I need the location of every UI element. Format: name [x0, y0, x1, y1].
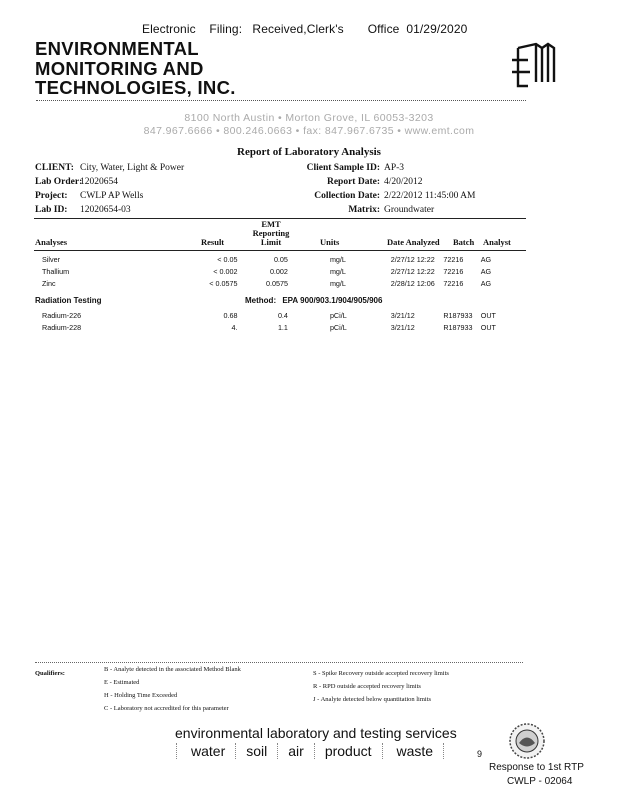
footer-word: waste	[382, 743, 445, 759]
radiation-section-title: Radiation Testing	[35, 296, 102, 305]
company-name	[35, 39, 236, 98]
footer-word: water	[176, 743, 235, 759]
page-number: 9	[477, 749, 483, 759]
header-divider	[36, 100, 526, 101]
table-row	[42, 277, 512, 289]
collection-date-value: 2/22/2012 11:45:00 AM	[384, 191, 476, 201]
footer-words	[176, 743, 444, 759]
units-value: mg/L	[329, 278, 346, 288]
col-result: Result	[201, 237, 225, 247]
footer-word: product	[314, 743, 382, 759]
seal-icon	[507, 722, 547, 760]
limit-value: 1.1	[277, 322, 288, 332]
qualifiers-left	[104, 663, 241, 715]
date-value: 2/27/12 12:22	[390, 254, 435, 264]
analyst-value: OUT	[480, 310, 496, 320]
qualifier-item: B - Analyte detected in the associated Method Blank	[104, 666, 241, 673]
limit-value: 0.002	[269, 266, 288, 276]
project-value: CWLP AP Wells	[80, 191, 144, 201]
footer-word: air	[277, 743, 314, 759]
lab-order-label: Lab Order:	[35, 177, 83, 187]
radiation-method	[245, 296, 382, 305]
col-limit: Limit	[260, 237, 282, 247]
date-value: 2/28/12 12:06	[390, 278, 435, 288]
rtp-stamp-line-1: Response to 1st RTP	[489, 762, 584, 773]
accreditation-seal	[507, 722, 547, 760]
result-value: < 0.0575	[209, 278, 238, 288]
sample-id-label: Client Sample ID:	[306, 163, 380, 173]
analyte-name: Silver	[42, 254, 60, 264]
filing-header: Electronic Filing: Received,Clerk's Office 01/29/2020	[142, 22, 468, 36]
table-row	[42, 253, 512, 265]
analyst-value: AG	[480, 254, 492, 264]
qualifier-item: E - Estimated	[104, 679, 140, 686]
col-batch: Batch	[453, 237, 475, 247]
qualifiers-right	[313, 667, 449, 706]
date-value: 2/27/12 12:22	[390, 266, 435, 276]
units-value: pCi/L	[329, 310, 347, 320]
sample-id-value: AP-3	[384, 163, 405, 173]
client-info-right	[290, 161, 530, 217]
qualifier-item: S - Spike Recovery outside accepted recovery limits	[313, 670, 449, 677]
units-value: mg/L	[329, 254, 346, 264]
company-contact: 847.967.6666 • 800.246.0663 • fax: 847.967.6735 • www.emt.com	[143, 125, 475, 137]
radiation-table	[42, 309, 512, 333]
table-row	[42, 321, 512, 333]
client-label: CLIENT:	[35, 163, 74, 173]
table-header-rule	[34, 250, 526, 251]
client-info-left	[35, 161, 295, 217]
project-label: Project:	[35, 191, 68, 201]
table-row	[42, 265, 512, 277]
method-value: EPA 900/903.1/904/905/906	[282, 296, 383, 305]
matrix-label: Matrix:	[348, 205, 380, 215]
lab-id-value: 12020654-03	[80, 205, 131, 215]
units-value: pCi/L	[329, 322, 347, 332]
analyst-value: AG	[480, 278, 492, 288]
emt-logo	[506, 42, 562, 90]
logo-text: EMT	[506, 42, 509, 43]
result-value: 0.68	[223, 310, 238, 320]
report-date-label: Report Date:	[326, 177, 380, 187]
qualifier-item: R - RPD outside accepted recovery limits	[313, 683, 421, 690]
batch-value: 72216	[443, 254, 464, 264]
qualifier-item: H - Holding Time Exceeded	[104, 692, 178, 699]
table-row	[42, 309, 512, 321]
footer-word: soil	[235, 743, 277, 759]
emt-logo-icon	[506, 42, 562, 90]
report-date-value: 4/20/2012	[384, 177, 423, 187]
limit-value: 0.4	[277, 310, 288, 320]
lab-order-value: 12020654	[80, 177, 118, 187]
metals-table	[42, 253, 512, 289]
qualifier-item: J - Analyte detected below quantitation limits	[313, 696, 432, 703]
qualifiers-label: Qualifiers:	[35, 670, 65, 677]
result-value: < 0.05	[217, 254, 238, 264]
report-title: Report of Laboratory Analysis	[237, 146, 381, 158]
batch-value: R187933	[443, 310, 473, 320]
rtp-stamp-line-2: CWLP - 02064	[507, 776, 573, 787]
date-value: 3/21/12	[390, 310, 415, 320]
limit-value: 0.0575	[265, 278, 288, 288]
analyte-name: Radium-226	[42, 310, 82, 320]
analyst-value: AG	[480, 266, 492, 276]
batch-value: 72216	[443, 278, 464, 288]
units-value: mg/L	[329, 266, 346, 276]
col-emt: EMT	[261, 219, 281, 229]
matrix-value: Groundwater	[384, 205, 435, 215]
company-name-line-2: MONITORING AND	[35, 57, 204, 79]
col-date-analyzed: Date Analyzed	[387, 237, 440, 247]
batch-value: 72216	[443, 266, 464, 276]
method-label: Method:	[245, 296, 277, 305]
analyst-value: OUT	[480, 322, 496, 332]
limit-value: 0.05	[273, 254, 288, 264]
analyte-name: Radium-228	[42, 322, 82, 332]
analyte-name: Zinc	[42, 278, 56, 288]
footer-services: environmental laboratory and testing services	[175, 725, 457, 741]
company-name-line-3: TECHNOLOGIES, INC.	[35, 77, 236, 98]
lab-id-label: Lab ID:	[35, 205, 68, 215]
company-name-line-1: ENVIRONMENTAL	[35, 38, 199, 59]
company-address: 8100 North Austin • Morton Grove, IL 60053-3203	[184, 112, 434, 124]
col-limit-header	[243, 220, 299, 247]
col-analyses: Analyses	[35, 237, 68, 247]
collection-date-label: Collection Date:	[314, 191, 380, 201]
analyte-name: Thallium	[42, 266, 70, 276]
date-value: 3/21/12	[390, 322, 415, 332]
col-units: Units	[320, 237, 340, 247]
batch-value: R187933	[443, 322, 473, 332]
qualifier-item: C - Laboratory not accredited for this parameter	[104, 705, 229, 712]
col-analyst: Analyst	[483, 237, 511, 247]
result-value: < 0.002	[213, 266, 238, 276]
client-value: City, Water, Light & Power	[80, 163, 185, 173]
col-reporting: Reporting	[252, 228, 290, 238]
result-value: 4.	[231, 322, 238, 332]
